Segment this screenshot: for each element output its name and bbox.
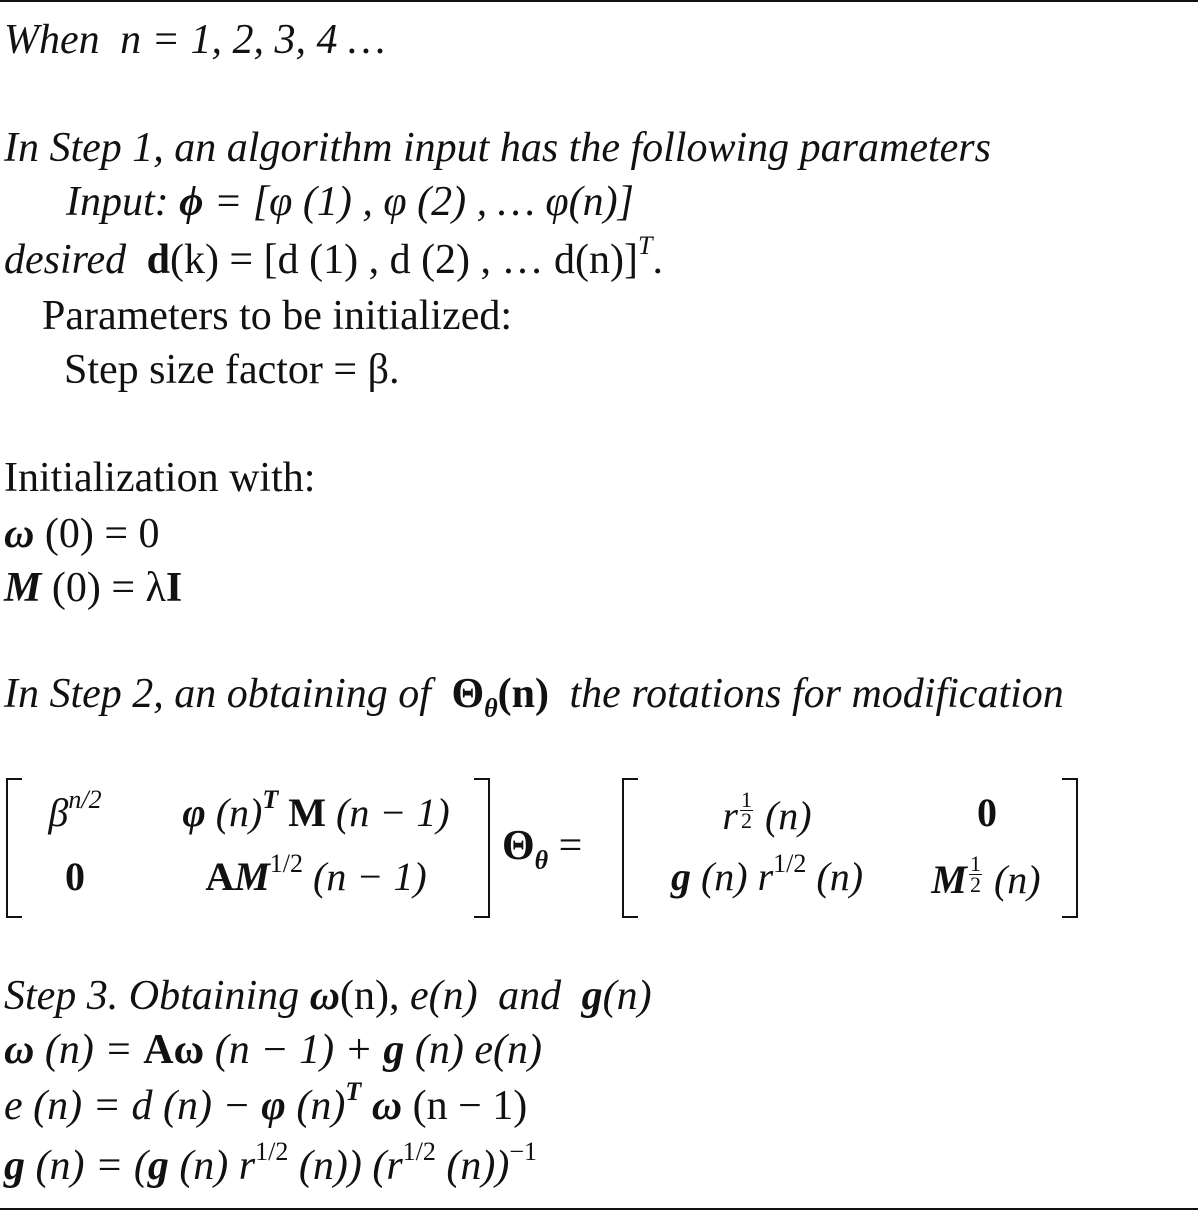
when-word: When xyxy=(4,17,100,63)
step3-omega-arg: (n), xyxy=(340,973,400,1019)
step1-heading: In Step 1, an algorithm input has the following parameters xyxy=(4,125,991,171)
m-init-value: (0) = λ xyxy=(51,565,166,611)
d-vector-symbol: d xyxy=(146,237,170,283)
step3-heading xyxy=(4,972,652,1020)
step3-error: e(n) xyxy=(410,973,478,1019)
matrix-equals-sign: = xyxy=(558,823,583,869)
step3-text-a: Step 3. Obtaining xyxy=(4,973,300,1019)
right-matrix xyxy=(622,778,1078,916)
left-matrix-close-bracket xyxy=(474,778,490,918)
top-rule xyxy=(0,0,1198,2)
line-when xyxy=(4,16,385,64)
omega-init-value: (0) = 0 xyxy=(44,511,160,557)
m-symbol: M xyxy=(4,565,42,611)
step2-text-b: the rotations for modification xyxy=(569,671,1064,717)
right-matrix-r2c2: M $\frac{1}{2}$ (n) xyxy=(931,851,1041,902)
theta-subscript: θ xyxy=(484,693,498,723)
omega-init-line xyxy=(4,510,160,558)
bottom-rule xyxy=(0,1208,1198,1210)
omega-symbol: ω xyxy=(4,511,35,557)
theta-equals xyxy=(502,822,583,875)
left-matrix-r1c2: φ $(n)^T$ M (n − 1) xyxy=(182,784,450,835)
desired-period: . xyxy=(652,237,663,283)
step-size-line: Step size factor = β. xyxy=(64,347,400,393)
step3-g-arg: (n) xyxy=(602,973,652,1019)
right-matrix-r1c2: 0 xyxy=(977,790,997,835)
left-matrix-r1c1: $\beta^{n/2}$ xyxy=(48,784,102,835)
step2-heading xyxy=(4,670,1064,723)
step3-omega: ω xyxy=(309,973,341,1019)
desired-label: desired xyxy=(4,237,127,283)
input-label: Input: xyxy=(66,179,169,225)
right-matrix-r2c1: g (n) $r^{1/2}$ (n) xyxy=(670,848,864,899)
phi-vector-symbol: ϕ xyxy=(179,179,204,225)
identity-symbol: I xyxy=(165,565,183,611)
left-matrix xyxy=(6,778,490,916)
desired-line xyxy=(4,231,663,284)
theta-argument: (n) xyxy=(497,671,549,717)
omega-update-equation: ω (n) = Aω (n − 1) + g (n) e(n) xyxy=(4,1027,542,1073)
n-values-expression: n = 1, 2, 3, 4 … xyxy=(120,17,386,63)
matrix-theta-subscript: θ xyxy=(534,845,549,875)
left-matrix-open-bracket xyxy=(6,778,22,918)
right-matrix-r1c1: r $\frac{1}{2}$ (n) xyxy=(722,787,812,838)
initialization-heading: Initialization with: xyxy=(4,455,316,501)
left-matrix-r2c1: 0 xyxy=(65,854,85,899)
error-equation: e (n) = d (n) − φ $(n)^T$ ω (n − 1) xyxy=(4,1077,528,1129)
transpose-superscript: T xyxy=(638,231,653,260)
step3-g: g xyxy=(581,973,603,1019)
step3-and: and xyxy=(498,973,562,1019)
theta-symbol: Θ xyxy=(451,671,485,717)
input-line xyxy=(66,178,634,226)
left-matrix-r2c2: $AM^{1/2}$ (n − 1) xyxy=(205,848,427,899)
gain-equation: g (n) = (g (n) $r^{1/2}$ (n)) ($r^{1/2}$ (n))$^{-1}$ xyxy=(4,1137,538,1189)
parameters-heading: Parameters to be initialized: xyxy=(42,293,512,339)
step2-text-a: In Step 2, an obtaining of xyxy=(4,671,431,717)
desired-vector-expression: (k) = [d (1) , d (2) , … d(n)] xyxy=(169,237,639,283)
input-vector-expression: = [φ (1) , φ (2) , … φ(n)] xyxy=(213,179,634,225)
m-init-line xyxy=(4,564,182,612)
matrix-theta-symbol: Θ xyxy=(502,823,535,869)
